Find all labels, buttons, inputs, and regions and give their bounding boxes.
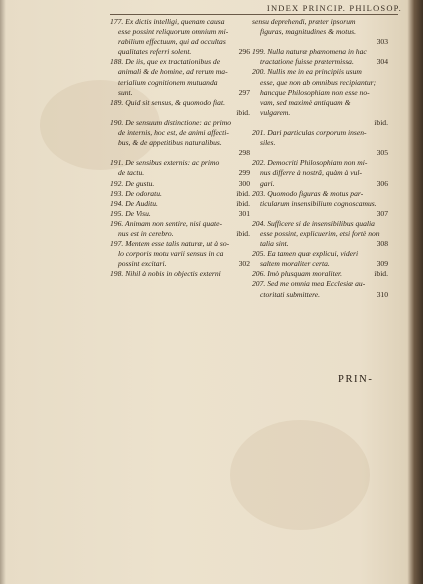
- index-entry: [252, 158, 392, 188]
- index-page-number: 307: [376, 208, 388, 218]
- index-column-left: [110, 17, 254, 279]
- index-entry: [110, 219, 254, 239]
- index-entry-text: 206. Imò plusquam moraliter.: [252, 269, 343, 279]
- index-entry-text: de tactu.: [118, 168, 145, 178]
- index-page-number: 301: [238, 208, 250, 218]
- index-entry: [252, 219, 392, 249]
- index-entry-text: possint excitari.: [118, 259, 167, 269]
- index-entry-line: 201. Dari particulas corporum insen-: [252, 128, 367, 138]
- index-entry: [110, 239, 254, 269]
- index-entry-line: esse possint, explicuerim, etsi fortè non: [260, 228, 380, 238]
- index-entry: [252, 67, 392, 128]
- index-entry-line: [110, 88, 254, 98]
- index-entry-text: ctoritati submittere.: [260, 289, 321, 299]
- header-rule: [110, 14, 398, 15]
- index-entry-line: [110, 189, 254, 199]
- index-entry-line: 177. Ex dictis intelligi, quenam causa: [110, 17, 225, 26]
- index-entry-line: 188. De iis, que ex tractationibus de: [110, 57, 221, 67]
- index-entry-line: 203. Quomodo figuras & motus par-: [252, 188, 364, 198]
- index-entry: [252, 249, 392, 269]
- index-entry-line: [252, 239, 392, 249]
- index-entry-text: 192. De gustu.: [110, 178, 155, 188]
- index-entry-text: 195. De Visu.: [110, 208, 151, 218]
- index-entry-line: figuras, magnitudines & motus.: [260, 27, 356, 37]
- index-entry-line: 189. Quid sit sensus, & quomodo fiat.: [110, 97, 225, 107]
- index-entry-line: animali & de homine, ad rerum ma-: [118, 67, 228, 77]
- index-entry: [110, 98, 254, 118]
- index-entry: [110, 189, 254, 199]
- index-entry-line: bus, & de appetitibus naturalibus.: [118, 138, 222, 148]
- index-entry-line: 196. Animam non sentire, nisi quate-: [110, 218, 223, 228]
- index-entry-text: saltem moraliter certa.: [260, 259, 330, 269]
- index-page-number: 310: [376, 289, 388, 299]
- index-column-right: [252, 17, 392, 300]
- index-page-number: 296: [238, 47, 250, 57]
- index-entry-line: [110, 168, 254, 178]
- paper-stain: [230, 420, 370, 530]
- catchword: PRIN-: [338, 374, 374, 385]
- index-entry-line: terialium cognitionem mutuanda: [118, 77, 218, 87]
- index-entry-line: 197. Mentem esse talis naturæ, ut à so-: [110, 239, 230, 249]
- index-entry-line: 205. Ea tamen quæ explicui, videri: [252, 249, 359, 259]
- index-entry-line: sensu deprehendi, præter ipsorum: [252, 17, 356, 26]
- index-entry-text: qualitates referri solent.: [118, 47, 192, 57]
- index-entry: [110, 17, 254, 57]
- index-entry-line: rabilium effectuum, qui ad occultas: [118, 37, 226, 47]
- index-entry: [252, 17, 392, 47]
- index-page-number: ibid.: [374, 269, 388, 279]
- index-entry-text: 193. De odoratu.: [110, 188, 162, 198]
- index-entry-line: [252, 259, 392, 269]
- index-entry-line: de internis, hoc est, de animi affecti-: [118, 128, 229, 138]
- index-entry-line: [110, 229, 254, 239]
- index-entry-line: 204. Sufficere si de insensibilibus qualia: [252, 218, 375, 228]
- index-entry-line: siles.: [260, 138, 276, 148]
- index-entry-line: ticularum insensibilium cognoscamus.: [260, 198, 377, 208]
- index-entry-line: esse possint reliquorum omnium mi-: [118, 27, 229, 37]
- index-entry-text: nus est in cerebro.: [118, 228, 174, 238]
- index-entry: [110, 57, 254, 97]
- index-entry: [110, 199, 254, 209]
- page-edge: [407, 0, 423, 584]
- index-entry-line: [252, 290, 392, 300]
- index-page-number: ibid.: [236, 228, 250, 238]
- index-entry: [252, 279, 392, 299]
- index-page-number: 302: [238, 259, 250, 269]
- index-page-number: 304: [376, 57, 388, 67]
- index-page-number: ibid.: [236, 198, 250, 208]
- index-page-number: 309: [376, 259, 388, 269]
- index-entry-line: vam, sed maximè antiquam &: [260, 97, 351, 107]
- index-entry-line: nus differre à nostrâ, quàm à vul-: [260, 168, 363, 178]
- index-page-number: ibid.: [236, 188, 250, 198]
- index-entry-line: 199. Nulla naturæ phænomena in hac: [252, 47, 367, 57]
- index-page-number: 308: [376, 239, 388, 249]
- index-page-number: 298: [238, 148, 250, 158]
- index-page-number: 306: [376, 178, 388, 188]
- index-entry: [252, 269, 392, 279]
- index-entry: [110, 179, 254, 189]
- index-entry: [252, 47, 392, 67]
- index-entry-line: hancque Philosophiam non esse no-: [260, 87, 370, 97]
- index-page-number: ibid.: [236, 107, 250, 117]
- index-entry-line: lo corporis motu varii sensus in ca: [118, 249, 224, 259]
- index-entry-line: esse, que non ab omnibus recipiantur;: [260, 77, 377, 87]
- index-entry-line: 207. Sed me omnia mea Ecclesiæ au-: [252, 279, 366, 289]
- index-entry-line: 200. Nullis me in ea principiis usum: [252, 67, 362, 77]
- index-entry-line: vulgarem.: [260, 107, 291, 117]
- index-entry-text: 194. De Auditu.: [110, 198, 158, 208]
- index-entry: [110, 209, 254, 219]
- index-entry: [252, 128, 392, 158]
- spine-shadow: [0, 0, 6, 584]
- index-entry-line: [110, 199, 254, 209]
- index-entry-text: tractatione fuisse prætermissa.: [260, 57, 354, 67]
- index-entry-line: [110, 209, 254, 219]
- index-entry-text: gari.: [260, 178, 275, 188]
- index-page-number: 303: [376, 37, 388, 47]
- index-entry: [110, 158, 254, 178]
- index-entry-line: 190. De sensuum distinctione: ac primo: [110, 117, 232, 127]
- index-page-number: 305: [376, 148, 388, 158]
- index-page-number: ibid.: [374, 117, 388, 127]
- index-entry-line: 202. Democriti Philosophiam non mi-: [252, 158, 368, 168]
- running-header-title: INDEX PRINCIP. PHILOSOP.: [266, 3, 402, 13]
- index-page-number: 297: [238, 87, 250, 97]
- index-entry-line: [252, 269, 392, 279]
- index-entry: [110, 118, 254, 158]
- index-page-number: 300: [238, 178, 250, 188]
- index-entry: [252, 189, 392, 219]
- index-entry-line: 191. De sensibus externis: ac primo: [110, 158, 220, 168]
- index-entry-line: [252, 57, 392, 67]
- index-entry: [110, 269, 254, 279]
- index-entry-line: [110, 259, 254, 269]
- index-entry-text: sunt.: [118, 87, 133, 97]
- index-entry-text: talia sint.: [260, 239, 289, 249]
- index-entry-line: [110, 47, 254, 57]
- index-entry-line: 198. Nihil à nobis in objectis externi: [110, 269, 221, 279]
- index-entry-line: [252, 179, 392, 189]
- index-page-number: 299: [238, 168, 250, 178]
- index-entry-line: [110, 179, 254, 189]
